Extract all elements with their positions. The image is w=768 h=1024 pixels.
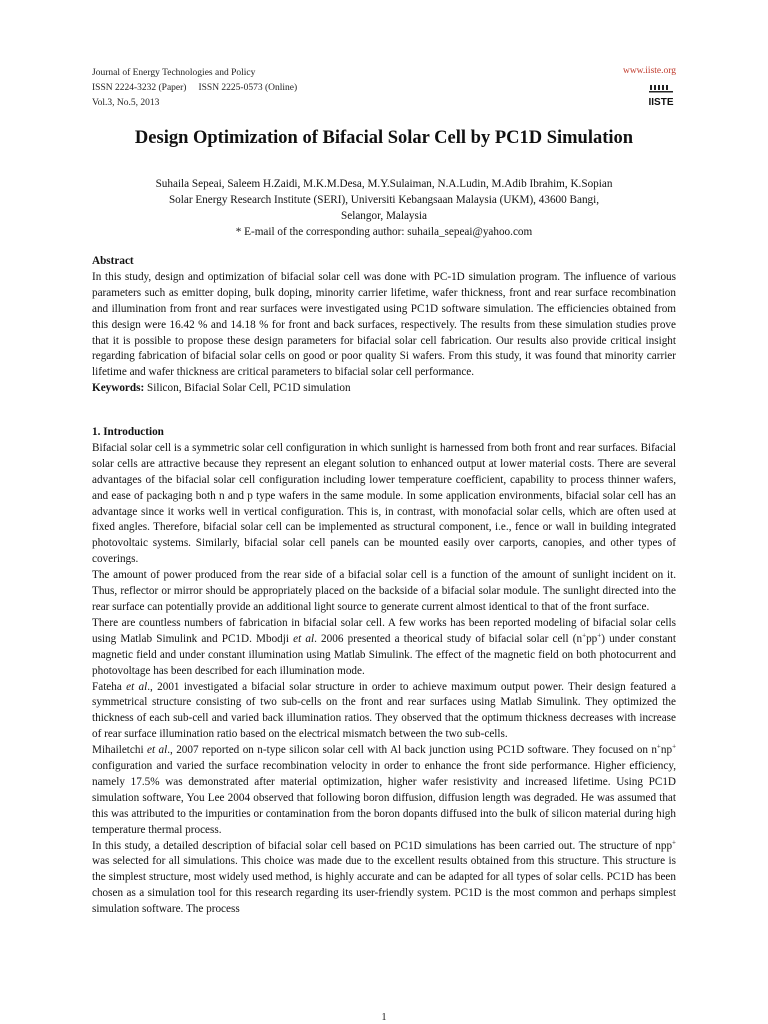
intro-paragraph-1: Bifacial solar cell is a symmetric solar cell configuration in which sunlight is harnessed from both front and rear surfaces. Bifacial solar cells are attractive because they represent an elegant solution to enhanced output at lower material costs. There are several advantages of the bifacial solar cell configuration including lower temperature coefficient, capability to process thinner wafers, and ease of packaging both n and p type wafers in the same module. In some application environments, bifacial solar cell has an advantage since it works well in vertical configuration. This is, in contrast, with monofacial solar cells, which are often used at fixed angles. Therefore, bifacial solar cell can be implemented as structural component, i.e., fence or wall in building integrated photovoltaic systems. Similarly, bifacial solar cell panels can be mounted easily over carports, canopies, and other types of coverings. xyxy=(92,441,676,566)
introduction-section xyxy=(92,425,676,918)
author-names: Suhaila Sepeai, Saleem H.Zaidi, M.K.M.Desa, M.Y.Sulaiman, N.A.Ludin, M.Adib Ibrahim, K.Sopian xyxy=(155,178,613,190)
abstract-text: In this study, design and optimization of bifacial solar cell was done with PC-1D simulation program. The influence of various parameters such as emitter doping, bulk doping, minority carrier lifetime, wafer thickness, front and rear surface recombination and illumination from front and rear surfaces were investigated using PC1D software simulation. The efficiencies obtained from this design were 16.42 % and 14.18 % for front and back surfaces, respectively. The results from these simulation studies prove that it is possible to propose these design parameters for bifacial solar cell fabrication. Our results also provide critical insight regarding fabrication of bifacial solar cells on good or poor quality Si wafers. From this study, it was found that minority carrier lifetime and wafer thickness are critical parameters to bifacial solar cell performance. xyxy=(92,270,676,379)
abstract-heading: Abstract xyxy=(92,255,134,267)
affiliation-line-1: Solar Energy Research Institute (SERI), Universiti Kebangsaan Malaysia (UKM), 43600 Bangi, xyxy=(168,194,600,206)
intro-paragraph-4: Fateha et al., 2001 investigated a bifacial solar structure in order to achieve maximum output power. Their design featured a symmetrical structure consisting of two sub-cells on the front and rear surfaces using Matlab Simulink. They optimized the thickness of each sub-cell and varied back illumination ratios. They observed that the optimum thickness decreases with increase of rear surface illumination ratio based on the electrical mismatch between the two sub-cells. xyxy=(92,680,677,741)
iiste-logo xyxy=(648,84,676,108)
keywords-list: Silicon, Bifacial Solar Cell, PC1D simulation xyxy=(144,382,351,395)
intro-paragraph-3: There are countless numbers of fabrication in bifacial solar cell. A few works has been reported modeling of bifacial solar cells using Matlab Simulink and PC1D. Mbodji et al. 2006 presented a theorical study of bifacial solar cell (n+pp+) under constant magnetic field and under constant illumination using Matlab Simulink. The effect of the magnetic field on both photocurrent and photovoltage has been described for each illumination mode. xyxy=(92,616,676,677)
issn-paper: ISSN 2224-3232 (Paper) xyxy=(92,83,187,93)
page-number: 1 xyxy=(381,1012,387,1023)
intro-paragraph-6: In this study, a detailed description of bifacial solar cell based on PC1D simulations has been carried out. The structure of npp+ was selected for all simulations. This choice was made due to the excellent results obtained from this structure. This structure is the simplest structure, most widely used method, is highly accurate and can be adapted for all types of solar cells. PC1D has been chosen as a simulation tool for this research regarding its user-friendly system. PC1D is the most common and perhaps simplest simulation software. The process xyxy=(92,837,676,916)
volume-info: Vol.3, No.5, 2013 xyxy=(92,98,160,108)
journal-website-link[interactable]: www.iiste.org xyxy=(622,66,676,76)
issn-online: ISSN 2225-0573 (Online) xyxy=(198,83,298,93)
journal-info xyxy=(92,66,297,111)
intro-paragraph-2: The amount of power produced from the rear side of a bifacial solar cell is a function of the amount of sunlight incident on it. Thus, reflector or mirror should be appropriately placed on the backside of a bifacial solar module. The sunlight directed into the rear surface can potentially provide an additional light source to generate current almost identical to that of the front surface. xyxy=(92,569,676,613)
abstract-section xyxy=(92,254,676,397)
corresponding-email: * E-mail of the corresponding author: suhaila_sepeai@yahoo.com xyxy=(235,226,533,238)
intro-paragraph-5: Mihailetchi et al., 2007 reported on n-type silicon solar cell with Al back junction using PC1D software. They focused on n+np+ configuration and varied the surface recombination velocity in order to enhance the front side performance. Higher efficiency, namely 17.5% was demonstrated after material optimization, higher wafer resistivity and increased lifetime. Using PC1D simulation software, You Lee 2004 observed that following boron diffusion, diffusion length was degraded. He was assumed that this was attributed to the impurities or contamination from the boron dopants diffused into the bulk of silicon material during high temperature thermal process. xyxy=(92,742,677,836)
introduction-heading: 1. Introduction xyxy=(92,426,164,438)
journal-name: Journal of Energy Technologies and Policy xyxy=(92,68,256,78)
author-block xyxy=(92,176,676,240)
affiliation-line-2: Selangor, Malaysia xyxy=(341,210,427,222)
logo-text: IISTE xyxy=(648,97,674,108)
issn-line xyxy=(92,81,297,96)
keywords-line xyxy=(92,381,676,397)
keywords-label: Keywords: xyxy=(92,382,145,395)
paper-title: Design Optimization of Bifacial Solar Cell by PC1D Simulation xyxy=(134,128,634,148)
